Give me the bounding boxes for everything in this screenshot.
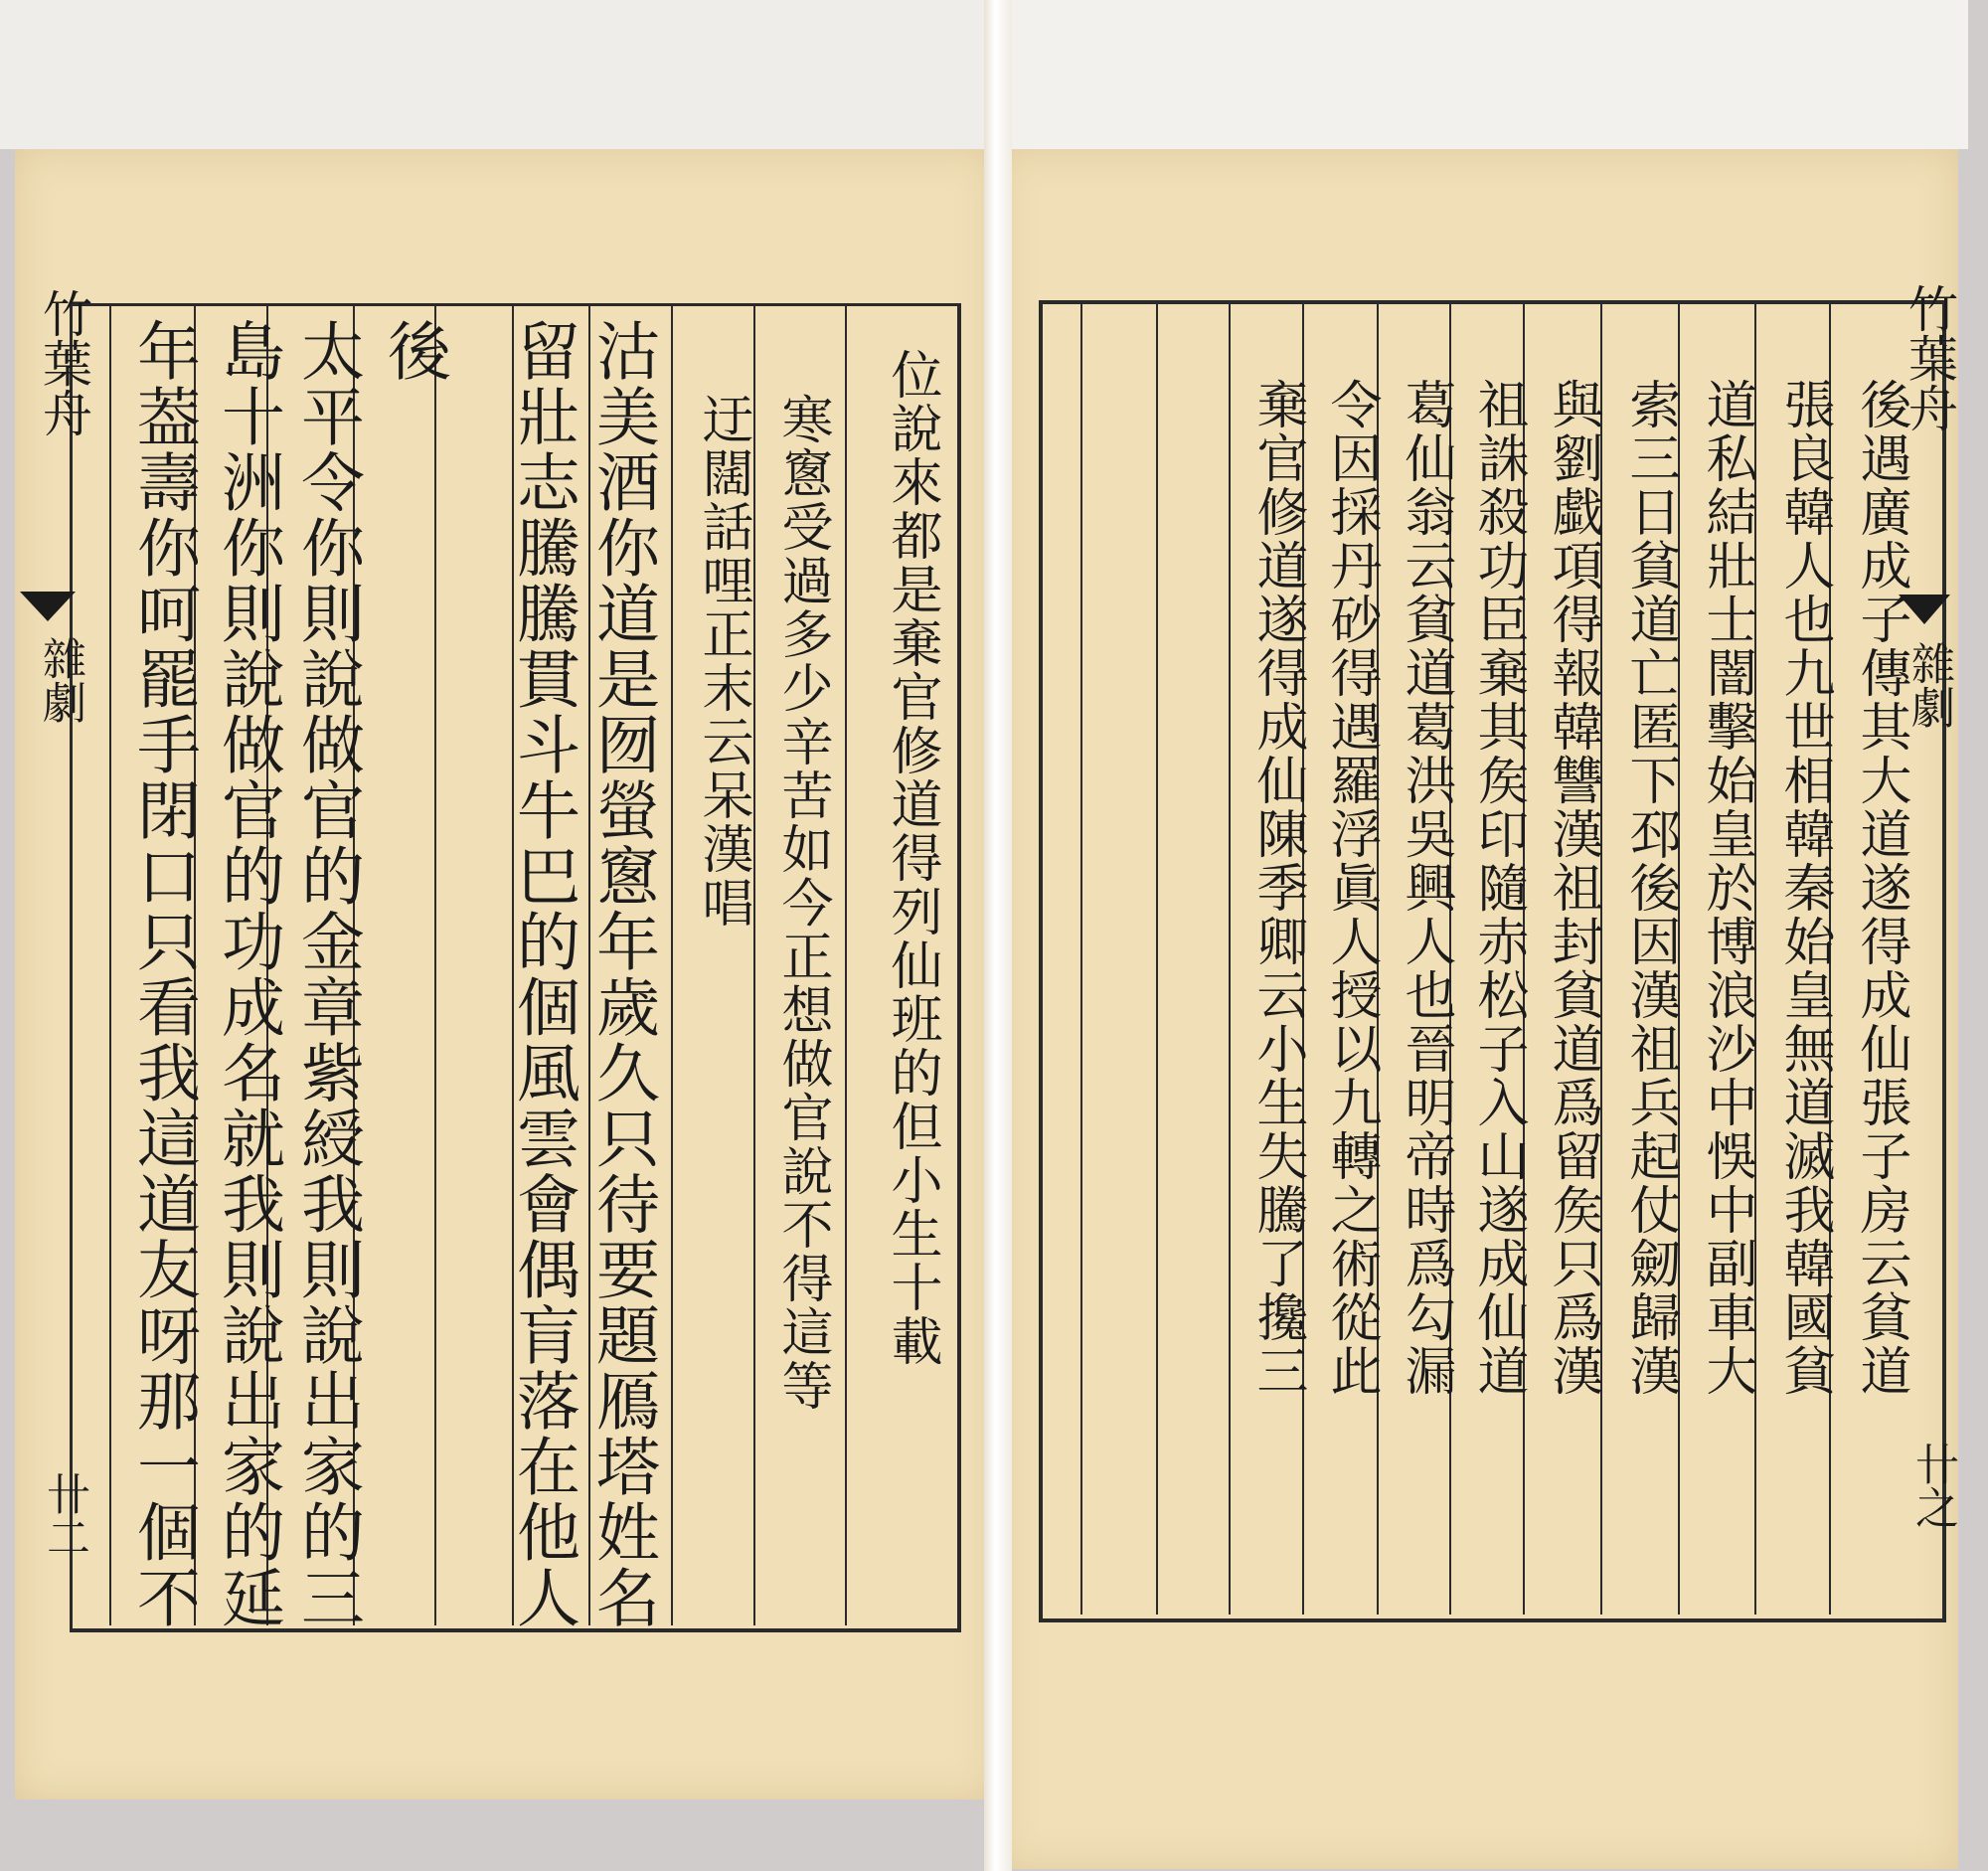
left-rule-8 (671, 303, 673, 1625)
left-col-5: 留壯志騰騰貫斗牛巴的個風雲會偶肓落在他人 (506, 318, 580, 1630)
right-col-4: 索三日貧道亡匿下邳後因漢祖兵起仗劒歸漢 (1620, 378, 1680, 1398)
left-col-8: 島十洲你則說做官的功成名就我則說出家的延 (211, 318, 284, 1630)
left-rule-1 (109, 303, 111, 1625)
right-col-5: 與劉戱項得報韓讐漢祖封貧道爲留矦只爲漢 (1543, 378, 1602, 1398)
right-rule-1 (1080, 300, 1082, 1615)
left-col-2: 寒窻受過多少辛苦如今正想做官說不得這等 (772, 393, 832, 1413)
right-page-top-edge (999, 0, 1968, 149)
left-margin-section: 雜劇 (35, 636, 85, 724)
right-margin-section: 雜劇 (1904, 641, 1954, 729)
left-col-4: 沽美酒你道是囫螢窻年歲久只待要題鴈塔姓名 (585, 318, 659, 1630)
left-col-6: 後 (377, 318, 450, 384)
left-col-7: 太平令你則說做官的金章紫綬我則說出家的三 (290, 318, 364, 1630)
right-col-2: 張良韓人也九世相韓秦始皇無道滅我韓國貧 (1774, 378, 1834, 1398)
left-rule-10 (845, 303, 847, 1625)
right-col-3: 道私結壯士闇擊始皇於博浪沙中悞中副車大 (1697, 378, 1756, 1398)
right-margin-title: 竹葉舟 (1901, 283, 1958, 432)
left-fish-tail-mark (20, 592, 76, 621)
right-rule-2 (1156, 300, 1158, 1615)
left-margin-page-number: 卄二 (39, 1471, 89, 1559)
right-col-1: 後遇廣成子傳其大道遂得成仙張子房云貧道 (1851, 378, 1910, 1398)
left-col-9: 年葢壽你呵罷手閉口只看我這道友呀那一個不 (126, 318, 200, 1630)
book-spine (984, 0, 1012, 1871)
right-col-7: 葛仙翁云貧道葛洪吳興人也晉明帝時爲勾漏 (1396, 378, 1455, 1398)
left-rule-5 (434, 303, 436, 1625)
left-page-top-edge (0, 0, 999, 149)
right-margin-page-number: 卄之 (1907, 1442, 1958, 1529)
right-rule-3 (1229, 300, 1231, 1615)
right-col-6: 祖誅殺功臣棄其矦印隨赤松子入山遂成仙道 (1468, 378, 1528, 1398)
left-col-1: 位說來都是棄官修道得列仙班的但小生十載 (882, 348, 941, 1368)
left-margin-title: 竹葉舟 (35, 288, 92, 437)
right-col-8: 令因採丹砂得遇羅浮眞人授以九轉之術從此 (1321, 378, 1381, 1398)
right-col-9: 棄官修道遂得成仙陳季卿云小生失騰了攙三 (1247, 378, 1307, 1398)
left-col-3: 迂闊話哩正末云呆漢唱 (693, 393, 752, 930)
